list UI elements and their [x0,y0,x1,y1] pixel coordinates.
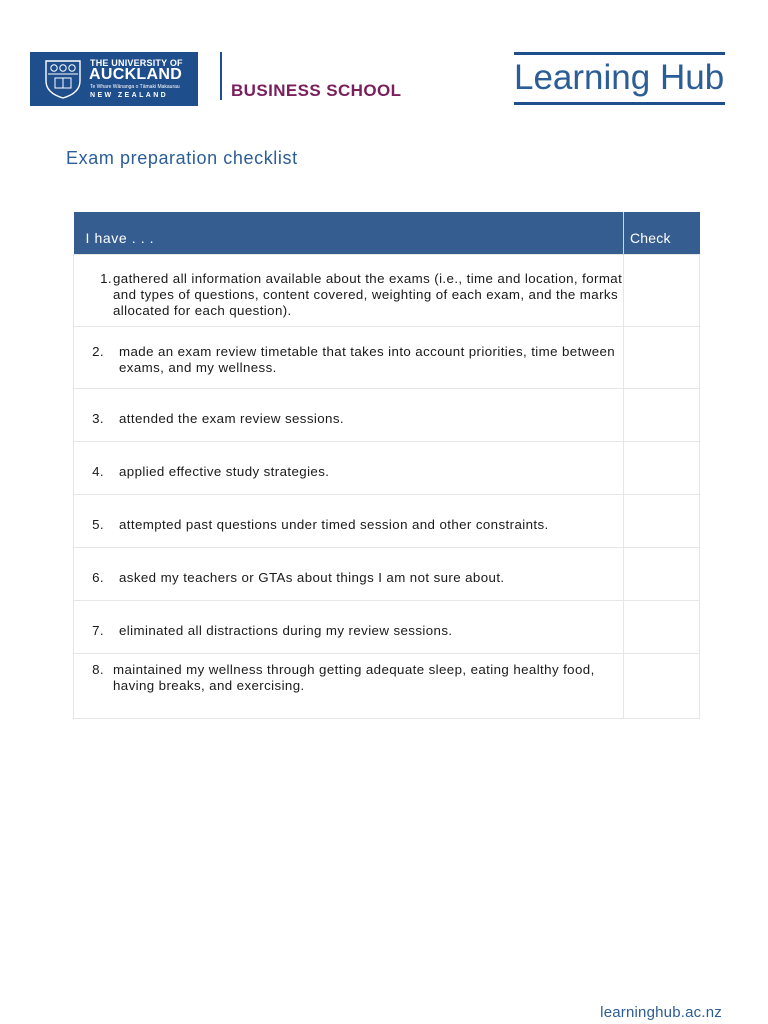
logo-line-auckland: AUCKLAND [89,66,183,83]
university-crest-icon [44,59,82,99]
school-name: BUSINESS SCHOOL [231,81,402,100]
item-number: 5. [92,516,104,532]
check-cell[interactable] [624,494,700,547]
table-row [74,653,700,718]
item-number: 4. [92,463,104,479]
check-cell[interactable] [624,653,700,718]
item-cell [74,547,624,600]
logo-line-new-zealand: NEW ZEALAND [90,92,169,99]
table-row [74,441,700,494]
item-text: asked my teachers or GTAs about things I am not sure about. [119,569,505,585]
item-text: applied effective study strategies. [119,463,330,479]
table-row [74,254,700,326]
column-header-check: Check [624,212,700,254]
item-cell [74,326,624,388]
item-number: 3. [92,410,104,426]
table-row [74,494,700,547]
item-text: attempted past questions under timed session and other constraints. [119,516,549,532]
check-cell[interactable] [624,388,700,441]
check-cell[interactable] [624,547,700,600]
item-cell [74,600,624,653]
header-divider [220,52,222,100]
check-cell[interactable] [624,254,700,326]
table-row [74,388,700,441]
item-text: eliminated all distractions during my review sessions. [119,622,453,638]
item-number: 2. [92,343,104,359]
item-cell [74,441,624,494]
item-text: gathered all information available about the exams (i.e., time and location, format and types of questions, content covered, weighting of each exam, and the marks allocated for each question). [113,270,623,318]
learning-hub-bar-bottom [514,102,725,105]
footer-url[interactable]: learninghub.ac.nz [600,1004,722,1021]
learning-hub-brand: Learning Hub [514,58,725,97]
table-row [74,547,700,600]
table-row [74,326,700,388]
table-row [74,600,700,653]
item-cell [74,494,624,547]
item-cell [74,254,624,326]
item-text: attended the exam review sessions. [119,410,344,426]
university-logo [30,52,198,106]
table-header-row [74,212,700,254]
column-header-i-have: I have . . . [74,212,624,254]
item-text: maintained my wellness through getting adequate sleep, eating healthy food, having breaks, and exercising. [113,661,595,693]
page-title: Exam preparation checklist [66,148,298,168]
item-number: 7. [92,622,104,638]
item-number: 1. [100,270,112,286]
item-number: 6. [92,569,104,585]
check-cell[interactable] [624,326,700,388]
logo-line-maori-name: Te Whare Wānanga o Tāmaki Makaurau [90,84,180,90]
check-cell[interactable] [624,441,700,494]
logo-line-university-of: THE UNIVERSITY OF [90,58,183,68]
check-cell[interactable] [624,600,700,653]
item-text: made an exam review timetable that takes into account priorities, time between exams, and my wellness. [119,343,616,375]
learning-hub-bar-top [514,52,725,55]
item-cell [74,653,624,718]
item-cell [74,388,624,441]
checklist-table [73,212,700,719]
item-number: 8. [92,661,104,677]
